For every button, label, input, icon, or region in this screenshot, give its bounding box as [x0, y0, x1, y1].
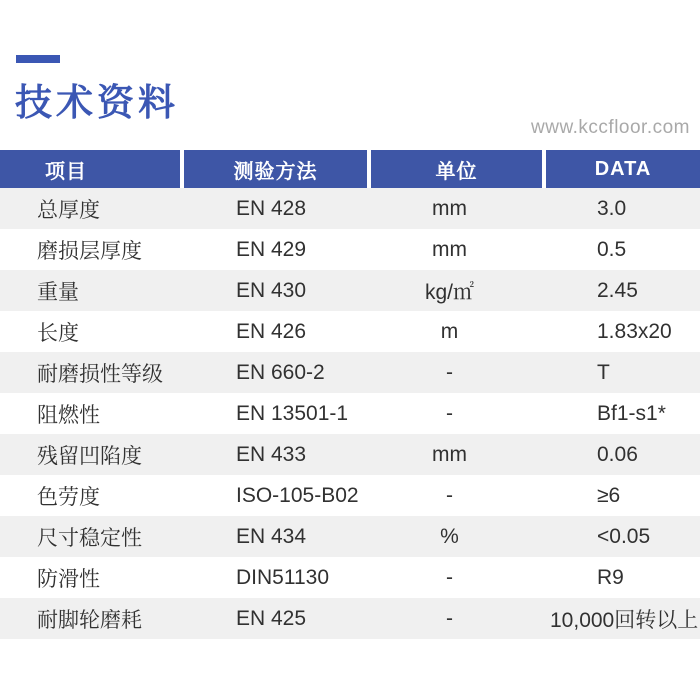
accent-dash: [16, 55, 60, 63]
column-header-item: 项目: [0, 150, 184, 188]
cell-unit: -: [446, 483, 453, 507]
cell-unit: -: [446, 401, 453, 425]
column-header-method: 测验方法: [184, 150, 371, 188]
cell-unit: -: [446, 360, 453, 384]
table-row: [0, 311, 700, 352]
cell-method: EN 430: [236, 278, 307, 302]
cell-method: ISO-105-B02: [236, 483, 359, 507]
cell-data: 0.5: [597, 237, 627, 261]
cell-method: DIN51130: [236, 565, 330, 589]
cell-data: 2.45: [597, 278, 638, 302]
page-title: 技术资料: [15, 82, 179, 123]
table-row: [0, 434, 700, 475]
cell-data: R9: [597, 565, 624, 589]
cell-method: EN 13501-1: [236, 401, 349, 425]
cell-unit: %: [440, 524, 459, 548]
cell-data: Bf1-s1*: [597, 401, 666, 425]
cell-method: EN 425: [236, 606, 307, 630]
table-row: [0, 393, 700, 434]
column-header-unit: 单位: [371, 150, 546, 188]
cell-item: 防滑性: [37, 567, 100, 591]
cell-data: 3.0: [597, 196, 627, 220]
table-row: [0, 516, 700, 557]
cell-item: 磨损层厚度: [37, 239, 142, 263]
website-url: www.kccfloor.com: [531, 117, 690, 138]
table-row: [0, 557, 700, 598]
cell-method: EN 433: [236, 442, 307, 466]
table-header-row: [0, 150, 700, 188]
table-row: [0, 475, 700, 516]
cell-item: 总厚度: [37, 198, 100, 222]
cell-item: 色劳度: [37, 485, 100, 509]
spec-table: [0, 150, 700, 639]
cell-method: EN 426: [236, 319, 307, 343]
table-row: [0, 188, 700, 229]
cell-unit: mm: [432, 196, 467, 220]
cell-unit: -: [446, 606, 453, 630]
cell-item: 阻燃性: [37, 403, 100, 427]
cell-item: 耐脚轮磨耗: [37, 608, 142, 632]
cell-data: 0.06: [597, 442, 638, 466]
cell-data: T: [597, 360, 610, 384]
cell-method: EN 428: [236, 196, 307, 220]
cell-item: 重量: [37, 280, 79, 304]
cell-method: EN 434: [236, 524, 307, 548]
cell-unit: mm: [432, 442, 467, 466]
cell-item: 尺寸稳定性: [37, 526, 142, 550]
cell-item: 长度: [37, 321, 79, 345]
table-row: [0, 598, 700, 639]
cell-unit: -: [446, 565, 453, 589]
cell-unit: kg/㎡: [424, 280, 474, 304]
cell-item: 耐磨损性等级: [37, 362, 163, 386]
cell-unit: mm: [432, 237, 467, 261]
cell-data: 1.83x20: [597, 319, 672, 343]
table-body: [0, 188, 700, 639]
cell-method: EN 429: [236, 237, 307, 261]
table-row: [0, 270, 700, 311]
cell-data: 10,000回转以上: [550, 608, 699, 632]
table-row: [0, 352, 700, 393]
cell-method: EN 660-2: [236, 360, 325, 384]
cell-data: ≥6: [597, 483, 621, 507]
cell-data: <0.05: [597, 524, 651, 548]
column-header-data: DATA: [546, 150, 700, 188]
table-row: [0, 229, 700, 270]
cell-unit: m: [440, 319, 459, 343]
cell-item: 残留凹陷度: [37, 444, 142, 468]
